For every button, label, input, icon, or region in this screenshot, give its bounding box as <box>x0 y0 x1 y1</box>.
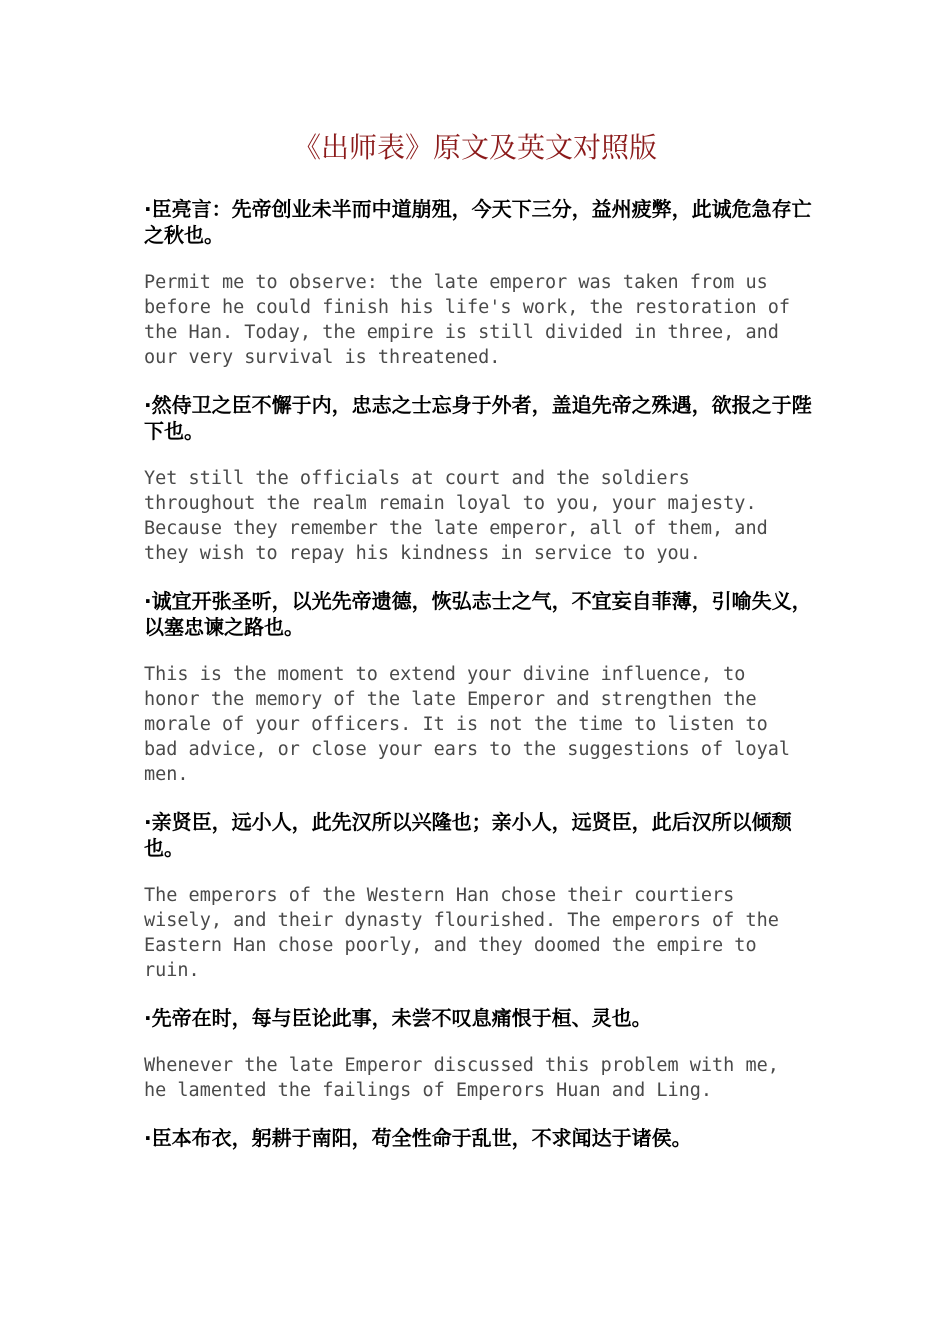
chinese-paragraph: ·亲贤臣，远小人，此先汉所以兴隆也；亲小人，远贤臣，此后汉所以倾颓也。 <box>144 810 792 860</box>
english-paragraph: Permit me to observe: the late emperor was taken from us before he could finish his life's work, the restoration of the Han. Today, the empire is still divided in three, and our very survival is threatened. <box>144 272 791 368</box>
chinese-paragraph: ·先帝在时，每与臣论此事，未尝不叹息痛恨于桓、灵也。 <box>144 1006 652 1030</box>
page-title: 《出师表》原文及英文对照版 <box>292 131 657 164</box>
english-paragraph: Yet still the officials at court and the soldiers throughout the realm remain loyal to you, your majesty. Because they remember the late emperor, all of them, and they wish to repay his kindness in service to you. <box>144 468 768 564</box>
english-paragraph: Whenever the late Emperor discussed this problem with me, he lamented the failings of Emperors Huan and Ling. <box>144 1055 779 1101</box>
chinese-paragraph: ·诚宜开张圣听，以光先帝遗德，恢弘志士之气，不宜妄自菲薄，引喻失义，以塞忠谏之路也。 <box>144 589 812 639</box>
chinese-paragraph: ·臣本布衣，躬耕于南阳，苟全性命于乱世，不求闻达于诸侯。 <box>144 1126 692 1150</box>
chinese-paragraph: ·臣亮言：先帝创业未半而中道崩殂，今天下三分，益州疲弊，此诚危急存亡之秋也。 <box>144 197 812 247</box>
document-body <box>144 196 812 1173</box>
chinese-paragraph: ·然侍卫之臣不懈于内，忠志之士忘身于外者，盖追先帝之殊遇，欲报之于陛下也。 <box>144 393 812 443</box>
english-paragraph: The emperors of the Western Han chose their courtiers wisely, and their dynasty flourished. The emperors of the Eastern Han chose poorly, and they doomed the empire to ruin. <box>144 885 779 981</box>
english-paragraph: This is the moment to extend your divine influence, to honor the memory of the late Emperor and strengthen the morale of your officers. It is not the time to listen to bad advice, or close your ears to the suggestions of loyal men. <box>144 664 791 785</box>
